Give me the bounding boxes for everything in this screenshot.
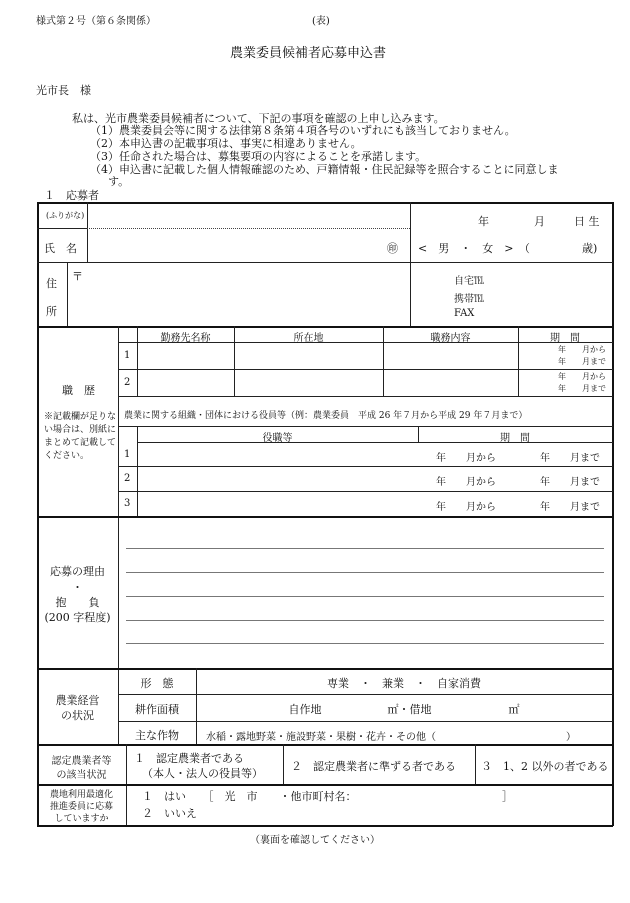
reason-label-4: (200 字程度) (44, 611, 111, 624)
section-applicant-heading: １ 応募者 (44, 189, 99, 202)
name-field[interactable] (90, 230, 380, 260)
intro-item-3: （3）任命された場合は、募集要項の内容によることを承諾します。 (90, 150, 427, 163)
farm-type-options[interactable]: 専業 ・ 兼業 ・ 自家消費 (327, 677, 481, 690)
reason-label-1: 応募の理由 (50, 565, 105, 578)
age-label: 歳) (582, 242, 598, 255)
intro-item-4: （4）申込書に記載した個人情報確認のため、戸籍情報・住民記録等を照合することに同意しま (90, 163, 559, 176)
promoter-label-2: 推進委員に応募 (49, 802, 113, 812)
intro-lead: 私は、光市農業委員候補者について、下記の事項を確認の上申し込みます。 (72, 112, 445, 125)
side-label: (表) (312, 16, 330, 27)
promoter-bracket-close: ］ (502, 790, 513, 803)
intro-item-4-cont: す。 (108, 175, 130, 188)
farm-area-value[interactable]: 自作地 ㎡・借地 ㎡ (288, 703, 520, 716)
footer-note: （裏面を確認してください） (250, 835, 380, 846)
career-header-duties: 職務内容 (430, 333, 471, 344)
name-label: 氏 名 (44, 242, 77, 255)
role-row-3-from: 年 月から (436, 502, 496, 513)
farm-crops-label: 主な作物 (135, 729, 179, 742)
career-note: ※記載欄が足りない場合は、別紙にまとめて記載してください。 (44, 412, 117, 461)
birth-year-label: 年 (478, 215, 489, 228)
birth-month-label: 月 (534, 215, 545, 228)
certified-option-1-note: （本人・法人の役員等） (142, 767, 263, 780)
birth-day-label: 日 生 (574, 215, 600, 228)
addressee: 光市長 様 (36, 84, 91, 97)
postal-mark: 〒 (72, 270, 83, 283)
career-header-period: 期 間 (550, 333, 580, 344)
promoter-label-1: 農地利用最適化 (49, 790, 113, 800)
farm-area-label: 耕作面積 (135, 703, 179, 716)
career-row-2-to: 年 月まで (558, 384, 606, 393)
reason-text-area[interactable] (124, 522, 608, 662)
seal-mark: ㊞ (387, 242, 398, 255)
promoter-label-3: していますか (54, 814, 109, 824)
role-row-2-from: 年 月から (436, 477, 496, 488)
org-role-description: 農業に関する組織・団体における役員等（例：農業委員 平成 26 年７月から平成 29 年７月まで） (124, 411, 528, 421)
certified-label-1: 認定農業者等 (51, 756, 112, 767)
gender-choice[interactable]: < 男 ・ 女 > （ (418, 242, 530, 255)
role-row-3-no: 3 (124, 498, 131, 509)
address-field[interactable] (86, 266, 406, 322)
farm-label-1: 農業経営 (55, 694, 100, 707)
career-row-2-from: 年 月から (558, 372, 606, 381)
career-row-1-from: 年 月から (558, 345, 606, 354)
farm-type-label: 形 態 (140, 677, 174, 690)
promoter-option-yes[interactable]: １ はい ［ 光 市 ・他市町村名： (142, 790, 357, 803)
page-title: 農業委員候補者応募申込書 (230, 46, 387, 61)
furigana-field[interactable] (90, 204, 408, 226)
promoter-option-no[interactable]: ２ いいえ (142, 807, 197, 820)
address-label-2: 所 (46, 305, 57, 318)
reason-label-2: ・ (72, 581, 83, 594)
intro-item-2: （2）本申込書の記載事項は、事実に相違ありません。 (90, 137, 362, 150)
address-label-1: 住 (46, 277, 57, 290)
role-row-2-no: 2 (124, 473, 131, 484)
role-row-1-no: 1 (124, 449, 131, 460)
phone-home-label: 自宅℡ (454, 276, 484, 287)
farm-label-2: の状況 (61, 709, 94, 722)
certified-option-3[interactable]: ３ 1、2 以外の者である (481, 760, 609, 773)
role-row-1-to: 年 月まで (540, 453, 600, 464)
career-label: 職 歴 (62, 384, 95, 397)
certified-option-1[interactable]: １ 認定農業者である (134, 752, 244, 765)
role-row-3-to: 年 月まで (540, 502, 600, 513)
role-row-2-to: 年 月まで (540, 477, 600, 488)
phone-mobile-label: 携帯℡ (454, 294, 484, 305)
career-header-location: 所在地 (293, 333, 324, 344)
furigana-label: (ふりがな) (46, 211, 85, 220)
career-row-1-no: 1 (124, 350, 131, 361)
role-period-header: 期 間 (500, 433, 530, 444)
certified-label-2: の該当状況 (56, 770, 107, 781)
form-number: 様式第２号（第６条関係） (36, 16, 156, 27)
fax-label: FAX (454, 308, 475, 319)
career-row-2-no: 2 (124, 377, 131, 388)
farm-crops-options[interactable]: 水稲・露地野菜・施設野菜・果樹・花卉・その他（ ） (206, 732, 576, 743)
certified-option-2[interactable]: ２ 認定農業者に準ずる者である (291, 760, 456, 773)
reason-label-3: 抱 負 (55, 596, 100, 609)
role-header: 役職等 (262, 433, 293, 444)
intro-item-1: （1）農業委員会等に関する法律第８条第４項各号のいずれにも該当しておりません。 (90, 124, 516, 137)
career-row-1-to: 年 月まで (558, 357, 606, 366)
role-row-1-from: 年 月から (436, 453, 496, 464)
career-header-workplace: 勤務先名称 (160, 333, 211, 344)
